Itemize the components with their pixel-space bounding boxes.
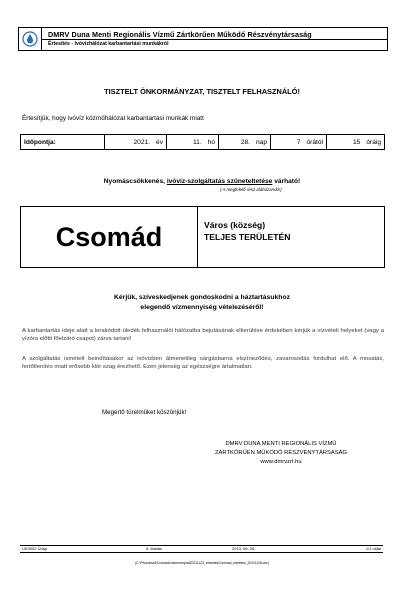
- intro-text: Értesítjük, hogy ivóvíz közműhálózat karbantartási munkák miatt: [22, 115, 204, 122]
- paragraph-valve-instructions: A karbantartás ideje alatt a lerakódott üledék felhasználói hálózatba bejutásának elkerülése érdekében kérjük a vízvételi helyeket (vagy a vízóra előtti főelzáró csapot) zárva tartani!: [22, 328, 384, 343]
- document-header: [18, 27, 388, 51]
- signature-line-2: ZÁRTKÖRŰEN MŰKÖDŐ RÉSZVÉNYTÁRSASÁG: [215, 450, 347, 456]
- location-name: Csomád: [21, 207, 198, 267]
- request-line-1: Kérjük, szíveskedjenek gondoskodni a háztartásukhoz: [113, 294, 290, 301]
- year-unit: év: [156, 138, 163, 146]
- signature-website: www.dmrvzrt.hu: [260, 459, 302, 465]
- location-type: Város (község): [204, 220, 266, 230]
- document-footer: [20, 545, 383, 553]
- form-code: UK3002 Űrlap: [22, 546, 48, 551]
- day-value: 28.: [240, 138, 250, 146]
- file-path: (C:\Pt\csomad\Csomadonkormanyzat20211123_ertesites\Csomad_ertesites_20211128.doc): [134, 561, 270, 565]
- edition: 5. kiadás: [146, 546, 163, 551]
- signature-block: [186, 440, 376, 467]
- location-box: [20, 206, 385, 268]
- year-value: 2021.: [133, 138, 151, 146]
- warning-suffix: várható!: [272, 178, 301, 185]
- appointment-table: [20, 134, 385, 150]
- warning-note: ( A megfelelő rész aláhúzandó!): [220, 187, 282, 192]
- signature-line-1: DMRV DUNA MENTI REGIONÁLIS VÍZMŰ: [225, 441, 337, 447]
- month-cell: [167, 135, 219, 149]
- from-value: 7: [296, 138, 301, 146]
- from-cell: [271, 135, 327, 149]
- water-drop-icon: [22, 31, 38, 47]
- request-line-2: elegendő vízmennyiség vételezéséről!: [140, 304, 264, 311]
- to-unit: óráig: [366, 138, 381, 146]
- warning-emphasis: ivóvíz-szolgáltatás szüneteltetése: [166, 178, 273, 185]
- to-cell: [327, 135, 384, 149]
- thanks-text: Megértő türelmüket köszönjük!: [102, 409, 187, 416]
- service-warning: [0, 178, 404, 185]
- to-value: 15: [352, 138, 361, 146]
- day-cell: [219, 135, 271, 149]
- greeting-heading: TISZTELT ÖNKORMÁNYZAT, TISZTELT FELHASZNÁLÓ!: [104, 87, 300, 96]
- day-unit: nap: [255, 138, 267, 146]
- location-scope: TELJES TERÜLETÉN: [204, 232, 291, 242]
- year-cell: [105, 135, 167, 149]
- page-number: 1/1 oldal: [365, 546, 381, 551]
- paragraph-discoloration-notice: A szolgáltatás ismételt beindításakor az ivóvízben átmenetileg sárgásbarna elszíneződés, zavarosodás fordulhat elő. A mosatás, fertőtlenítés miatt erősebb klór szag érezhető. Ezen jelenség az egészségre ártalmatlan.: [22, 356, 384, 371]
- month-unit: hó: [207, 138, 215, 146]
- from-unit: órától: [306, 138, 323, 146]
- issue-date: 2013. 06. 26.: [232, 546, 256, 551]
- document-subtitle: Értesítés - Ivóvízhálózat karbantartási munkákról: [48, 41, 169, 47]
- month-value: 11.: [192, 138, 202, 146]
- request-heading: [0, 293, 404, 313]
- appointment-label: Időpontja:: [21, 135, 105, 149]
- organization-name: DMRV Duna Menti Regionális Vízmű Zártkörűen Működő Részvénytársaság: [48, 30, 312, 39]
- company-logo: [19, 28, 42, 50]
- warning-prefix: Nyomáscsökkenés,: [103, 178, 167, 185]
